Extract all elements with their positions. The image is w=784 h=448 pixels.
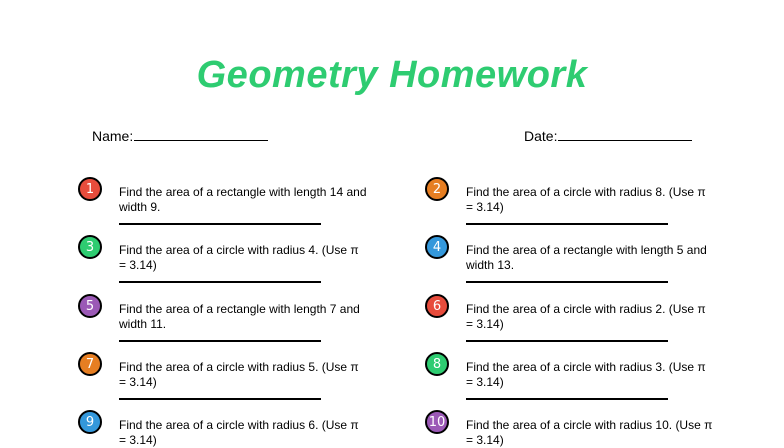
problem-number-badge: 7 <box>78 352 102 376</box>
name-label: Name: <box>92 128 134 144</box>
date-field <box>524 126 692 144</box>
problem-number-badge: 3 <box>78 235 102 259</box>
problem-number-badge: 6 <box>425 294 449 318</box>
problem-text: Find the area of a circle with radius 10. (Use π = 3.14) <box>466 418 713 447</box>
problem-text: Find the area of a circle with radius 2. (Use π = 3.14) <box>466 302 706 331</box>
name-field <box>92 126 268 144</box>
problem-number-badge: 9 <box>78 410 102 434</box>
answer-line[interactable] <box>119 281 321 283</box>
problem-number-badge: 4 <box>425 235 449 259</box>
answer-line[interactable] <box>119 223 321 225</box>
problem-text: Find the area of a circle with radius 5. (Use π = 3.14) <box>119 360 359 389</box>
problem-text: Find the area of a rectangle with length 5 and width 13. <box>466 243 707 272</box>
problem-text: Find the area of a circle with radius 4. (Use π = 3.14) <box>119 243 359 272</box>
problem-text: Find the area of a circle with radius 8. (Use π = 3.14) <box>466 185 706 214</box>
answer-line[interactable] <box>466 398 668 400</box>
answer-line[interactable] <box>119 398 321 400</box>
problem-number-badge: 5 <box>78 294 102 318</box>
answer-line[interactable] <box>466 223 668 225</box>
answer-line[interactable] <box>466 281 668 283</box>
date-blank-line[interactable] <box>558 126 692 141</box>
problem-number-badge: 2 <box>425 177 449 201</box>
name-blank-line[interactable] <box>134 126 268 141</box>
date-label: Date: <box>524 128 558 144</box>
problem-number-badge: 10 <box>425 410 449 434</box>
answer-line[interactable] <box>119 340 321 342</box>
worksheet-title: Geometry Homework <box>196 54 588 96</box>
answer-line[interactable] <box>466 340 668 342</box>
problem-text: Find the area of a circle with radius 3. (Use π = 3.14) <box>466 360 706 389</box>
problem-text: Find the area of a circle with radius 6. (Use π = 3.14) <box>119 418 359 447</box>
problem-text: Find the area of a rectangle with length 14 and width 9. <box>119 185 367 214</box>
problem-number-badge: 1 <box>78 177 102 201</box>
problem-text: Find the area of a rectangle with length 7 and width 11. <box>119 302 360 331</box>
problem-number-badge: 8 <box>425 352 449 376</box>
